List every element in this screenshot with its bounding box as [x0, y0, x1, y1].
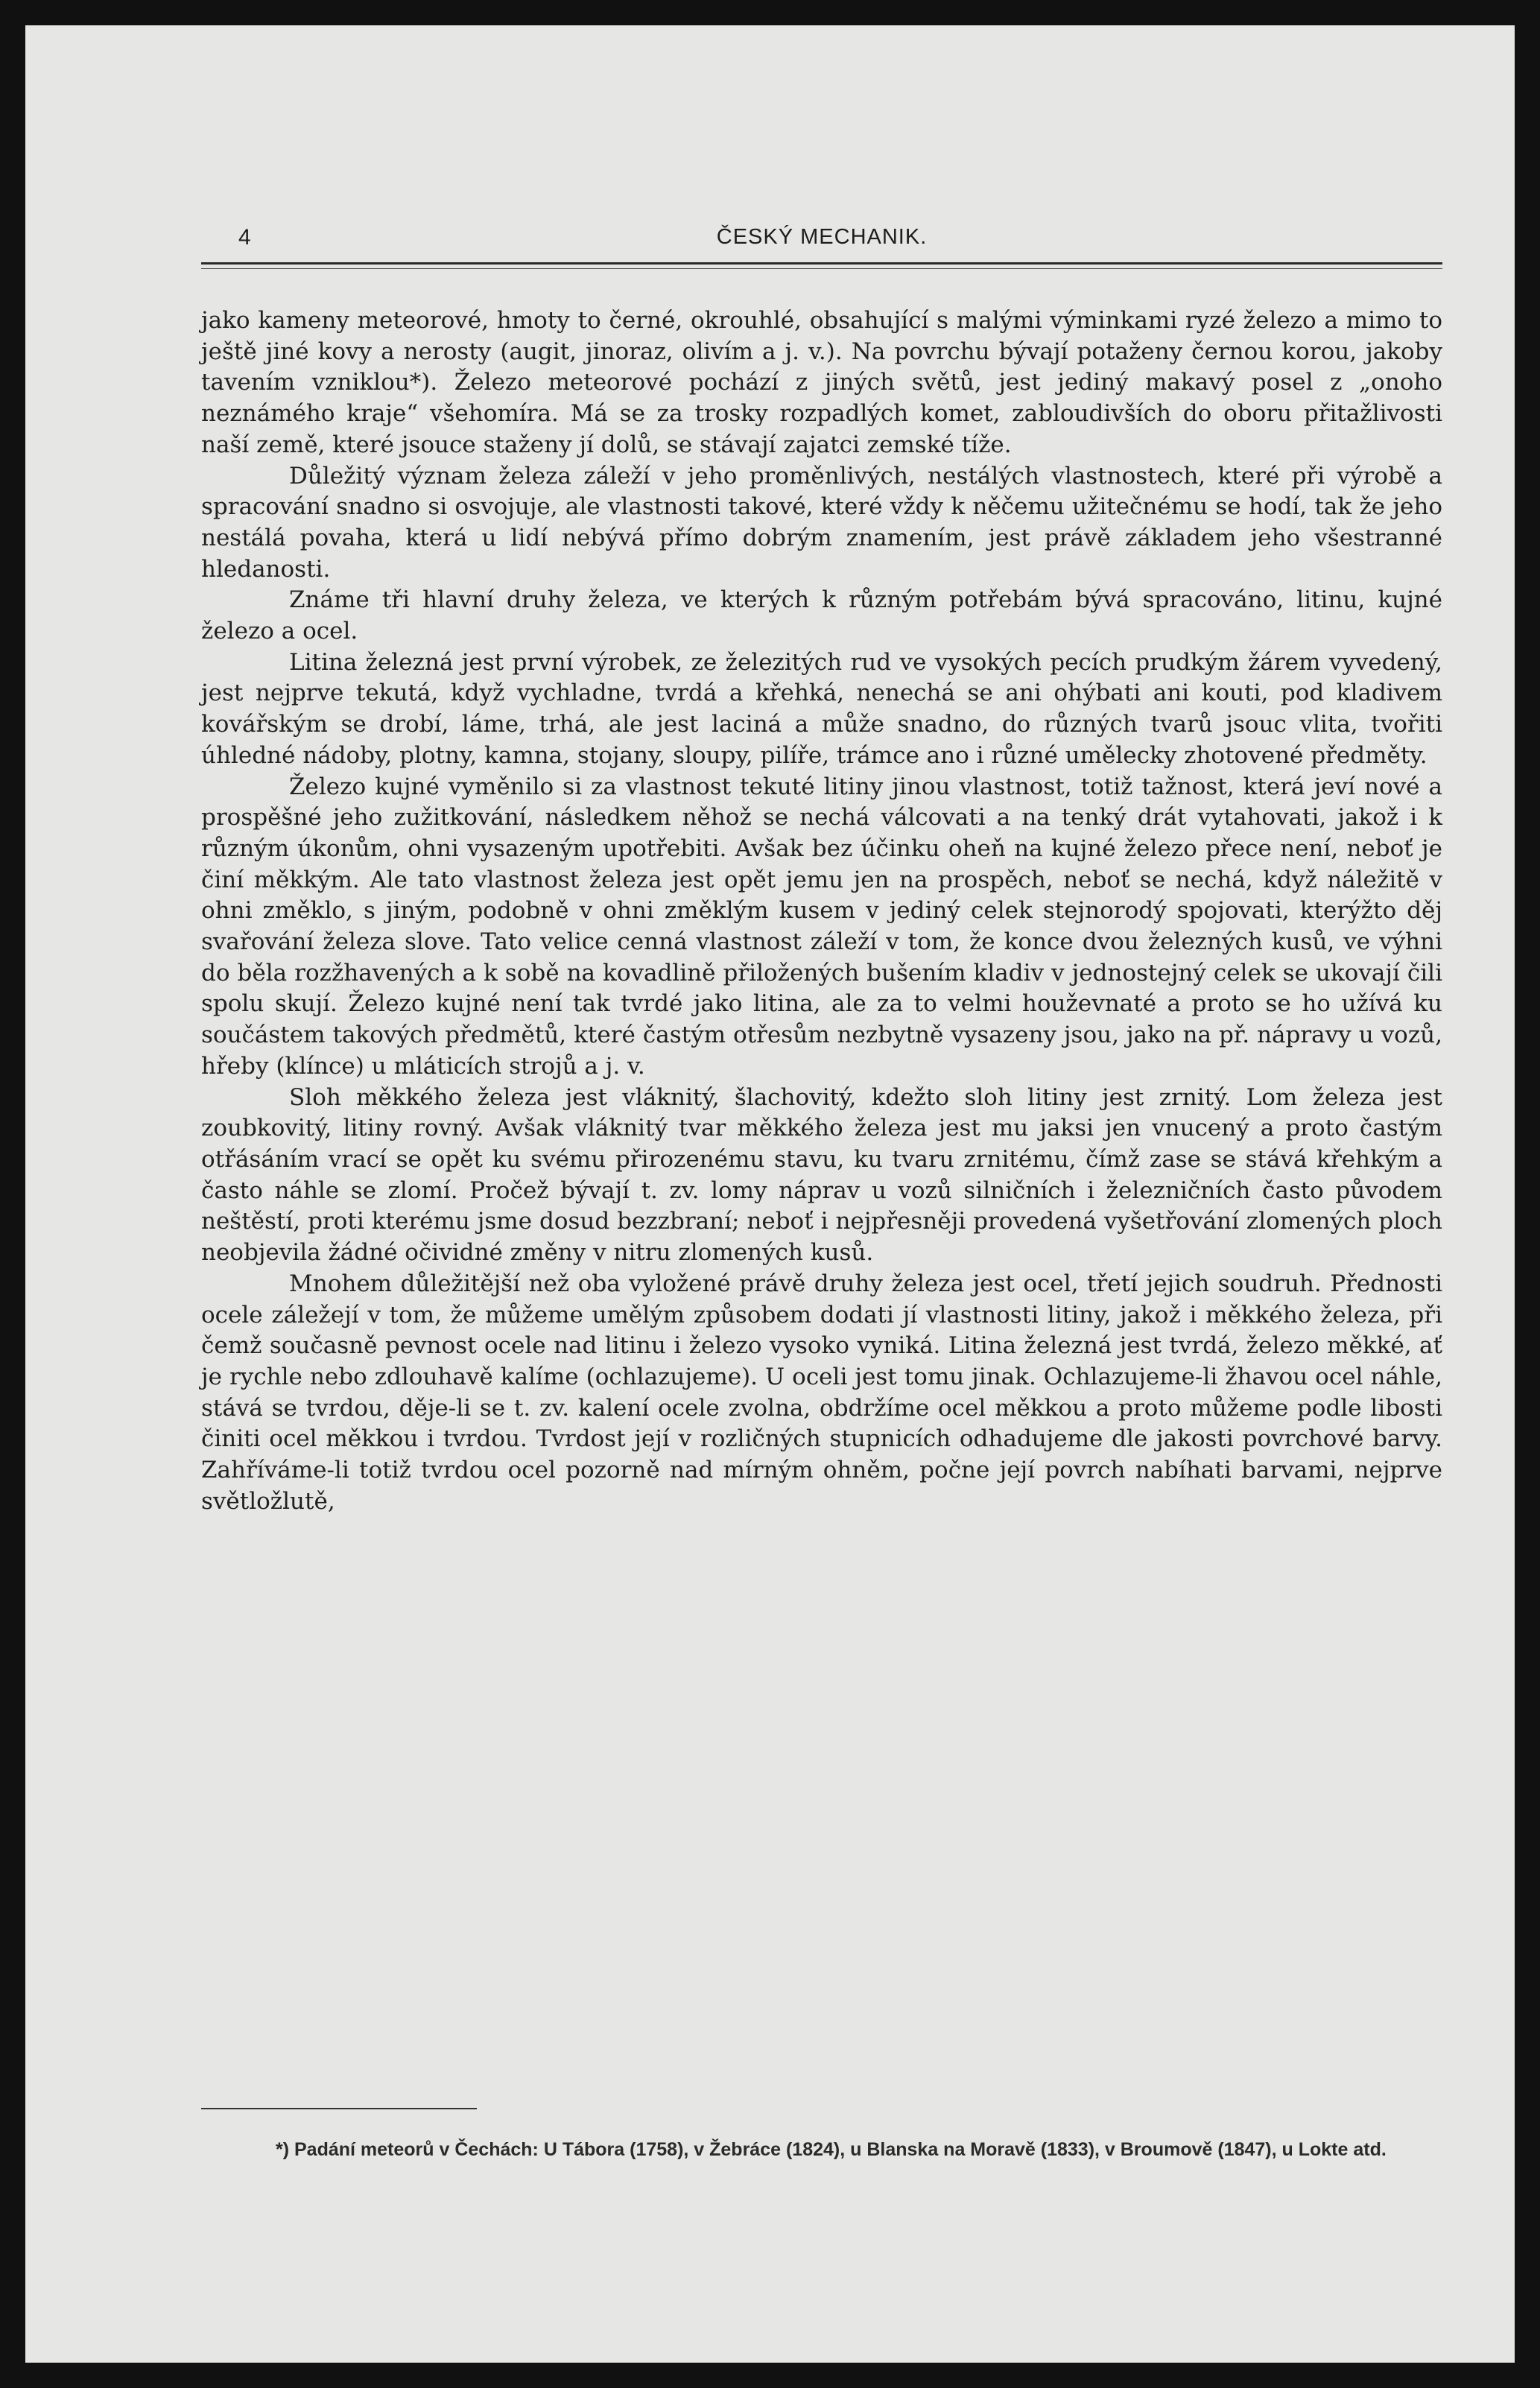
header-rule-thin: [201, 268, 1442, 269]
page-number: 4: [238, 225, 251, 250]
running-title: ČESKÝ MECHANIK.: [716, 225, 928, 249]
paragraph: Známe tři hlavní druhy železa, ve kterých k různým potřebám bývá spracováno, litinu, kujné železo a ocel.: [201, 586, 1442, 645]
book-page: [25, 25, 1515, 2363]
paragraph: jako kameny meteorové, hmoty to černé, okrouhlé, obsahující s malými výminkami ryzé železo a mimo to ještě jiné kovy a nerosty (augit, jinoraz, olivím a j. v.). Na povrchu bývají potaženy černou korou, jakoby tavením vzniklou*). Železo meteorové pochází z jiných světů, jest jediný makavý posel z „onoho neznámého kraje“ všehomíra. Má se za trosky rozpadlých komet, zabloudivších do oboru přitažlivosti naší země, které jsouce staženy jí dolů, se stávají zajatci zemské tíže.: [201, 307, 1442, 458]
paragraph: Důležitý význam železa záleží v jeho proměnlivých, nestálých vlastnostech, které při výrobě a spracování snadno si osvojuje, ale vlastnosti takové, které vždy k něčemu užitečnému se hodí, tak že jeho nestálá povaha, která u lidí nebývá přímo dobrým znamením, jest právě základem jeho všestranné hledanosti.: [201, 462, 1442, 583]
paragraph: Mnohem důležitější než oba vyložené právě druhy železa jest ocel, třetí jejich soudruh. Přednosti ocele záležejí v tom, že můžeme umělým způsobem dodati jí vlastnosti litiny, jakož i měkkého železa, při čemž současně pevnost ocele nad litinu i železo vysoko vyniká. Litina železná jest tvrdá, železo měkké, ať je rychle nebo zdlouhavě kalíme (ochlazujeme). U oceli jest tomu jinak. Ochlazujeme-li žhavou ocel náhle, stává se tvrdou, děje-li se t. zv. kalení ocele zvolna, obdržíme ocel měkkou a proto můžeme podle libosti činiti ocel měkkou i tvrdou. Tvrdost její v rozličných stupnicích odhadujeme dle jakosti povrchové barvy. Zahříváme-li totiž tvrdou ocel pozorně nad mírným ohněm, počne její povrch nabíhati barvami, nejprve světložlutě,: [201, 1270, 1442, 1515]
paragraph: Litina železná jest první výrobek, ze železitých rud ve vysokých pecích prudkým žárem vyvedený, jest nejprve tekutá, když vychladne, tvrdá a křehká, nenechá se ani ohýbati ani kouti, pod kladivem kovářským se drobí, láme, trhá, ale jest laciná a může snadno, do různých tvarů jsouc vlita, tvořiti úhledné nádoby, plotny, kamna, stojany, sloupy, pilíře, trámce ano i různé umělecky zhotovené předměty.: [201, 648, 1442, 769]
footnote: *) Padání meteorů v Čechách: U Tábora (1758), v Žebráce (1824), u Blanska na Moravě (1833), v Broumově (1847), u Lokte atd.: [276, 2139, 1387, 2160]
paragraph: Sloh měkkého železa jest vláknitý, šlachovitý, kdežto sloh litiny jest zrnitý. Lom železa jest zoubkovitý, litiny rovný. Avšak vláknitý tvar měkkého železa jest mu jaksi jen vnucený a proto častým otřásáním vrací se opět ku svému přirozenému stavu, ku tvaru zrnitému, čímž zase se stává křehkým a často náhle se zlomí. Pročež bývají t. zv. lomy náprav u vozů silničních i železničních často původem neštěstí, proti kterému jsme dosud bezzbraní; neboť i nejpřesněji provedená vyšetřování zlomených ploch neobjevila žádné očividné změny v nitru zlomených kusů.: [201, 1083, 1442, 1267]
paragraph: Železo kujné vyměnilo si za vlastnost tekuté litiny jinou vlastnost, totiž tažnost, která jeví nové a prospěšné jeho zužitkování, následkem něhož se nechá válcovati a na tenký drát vytahovati, jakož i k různým úkonům, ohni vysazeným upotřebiti. Avšak bez účinku oheň na kujné železo přece není, neboť je činí měkkým. Ale tato vlastnost železa jest opět jemu jen na prospěch, neboť se nechá, když náležitě v ohni změklo, s jiným, podobně v ohni změklým kusem v jediný celek stejnorodý spojovati, kterýžto děj svařování železa slove. Tato velice cenná vlastnost záleží v tom, že konce dvou železných kusů, ve výhni do běla rozžhavených a k sobě na kovadlině přiložených bušením kladiv v jednostejný celek se ukovají čili spolu skují. Železo kujné není tak tvrdé jako litina, ale za to velmi houževnaté a proto se ho užívá ku součástem takových předmětů, které častým otřesům nezbytně vysazeny jsou, jako na př. nápravy u vozů, hřeby (klínce) u mláticích strojů a j. v.: [201, 773, 1442, 1080]
page-header: [201, 225, 1442, 262]
footnote-rule: [201, 2108, 477, 2109]
body-text: [201, 305, 1442, 1517]
header-rule: [201, 262, 1442, 265]
